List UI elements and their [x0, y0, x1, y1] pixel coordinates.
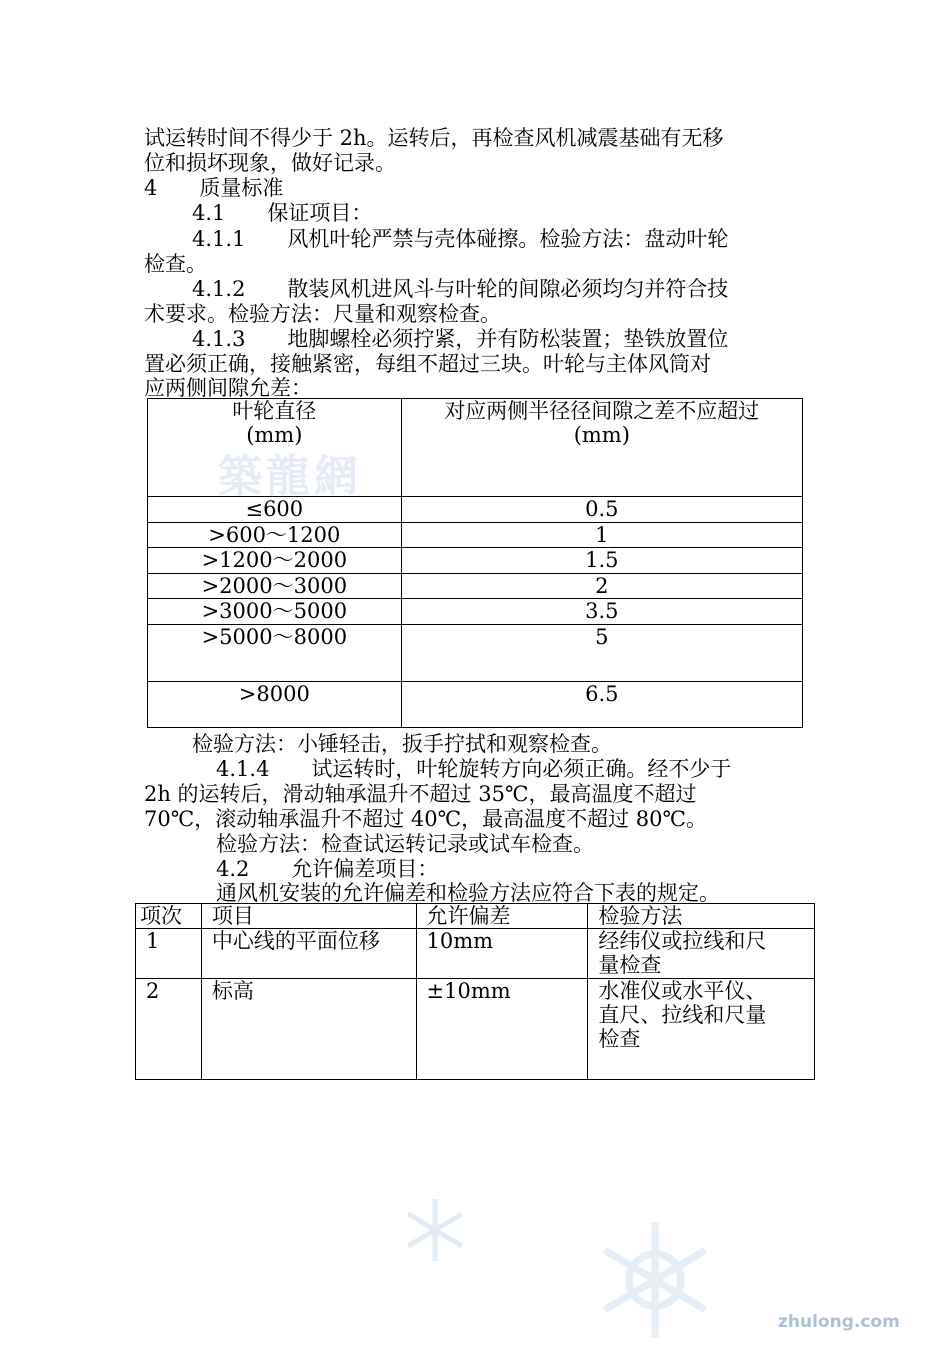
method-line: 检查 — [598, 1027, 641, 1051]
paragraph-line: 70℃，滚动轴承温升不超过 40℃，最高温度不超过 80℃。 — [144, 807, 707, 831]
tolerance-cell: 10mm — [416, 929, 588, 979]
method-line: 量检查 — [598, 953, 662, 977]
inspection-method: 检验方法：小锤轻击，扳手拧拭和观察检查。 — [192, 732, 612, 756]
clearance-cell: 1 — [401, 523, 802, 548]
row-number-cell: 2 — [136, 979, 202, 1080]
table-header-row — [136, 904, 815, 929]
clearance-cell: 5 — [401, 625, 802, 682]
item-cell: 中心线的平面位移 — [201, 929, 416, 979]
paragraph-line: 术要求。检验方法：尺量和观察检查。 — [144, 302, 501, 326]
table-header-cell — [401, 399, 802, 497]
paragraph-line: 检查。 — [144, 252, 207, 276]
table-row — [148, 523, 803, 548]
diameter-cell: >1200～2000 — [148, 548, 402, 574]
paragraph-line: 位和损坏现象，做好记录。 — [144, 151, 396, 175]
diameter-cell: >8000 — [148, 682, 402, 728]
clearance-cell: 1.5 — [401, 548, 802, 574]
table-row — [148, 548, 803, 574]
method-line: 直尺、拉线和尺量 — [598, 1003, 767, 1027]
table-row — [148, 625, 803, 682]
diameter-cell: ≤600 — [148, 497, 402, 523]
table-header-cell: 项次 — [136, 904, 202, 929]
watermark-snowflake-icon — [590, 1215, 720, 1345]
watermark-site-url: zhulong.com — [778, 1312, 900, 1332]
section-heading: 4 质量标准 — [144, 176, 284, 200]
item-cell: 标高 — [201, 979, 416, 1080]
method-line: 水准仪或水平仪、 — [598, 979, 767, 1003]
table-row — [136, 929, 815, 979]
paragraph-line: 4.1.4 试运转时，叶轮旋转方向必须正确。经不少于 — [216, 757, 732, 781]
subsection-heading: 4.2 允许偏差项目： — [216, 857, 439, 881]
row-number-cell: 1 — [136, 929, 202, 979]
table-header-row — [148, 399, 803, 497]
table-header-cell: 检验方法 — [588, 904, 815, 929]
header-line: 叶轮直径 — [232, 399, 317, 423]
method-cell — [588, 929, 815, 979]
paragraph-line: 2h 的运转后，滑动轴承温升不超过 35℃，最高温度不超过 — [144, 782, 697, 806]
paragraph-line: 4.1.1 风机叶轮严禁与壳体碰擦。检验方法：盘动叶轮 — [192, 227, 729, 251]
watermark-logo-text: 築龍網 — [218, 451, 362, 502]
table-row — [148, 599, 803, 625]
tolerance-cell: ±10mm — [416, 979, 588, 1080]
table-header-cell: 允许偏差 — [416, 904, 588, 929]
method-cell — [588, 979, 815, 1080]
clearance-cell: 2 — [401, 574, 802, 599]
header-unit: (mm) — [573, 423, 630, 447]
diameter-cell: >2000～3000 — [148, 574, 402, 599]
diameter-cell: >3000～5000 — [148, 599, 402, 625]
table-row — [148, 497, 803, 523]
paragraph-line: 通风机安装的允许偏差和检验方法应符合下表的规定。 — [216, 881, 720, 905]
paragraph-line: 应两侧间隙允差： — [144, 376, 312, 400]
clearance-cell: 3.5 — [401, 599, 802, 625]
diameter-cell: >600～1200 — [148, 523, 402, 548]
table-header-cell: 项目 — [201, 904, 416, 929]
inspection-method: 检验方法：检查试运转记录或试车检查。 — [216, 832, 594, 856]
table-header-cell — [148, 399, 402, 497]
table-row — [136, 979, 815, 1080]
clearance-cell: 6.5 — [401, 682, 802, 728]
paragraph-line: 4.1.3 地脚螺栓必须拧紧，并有防松装置；垫铁放置位 — [192, 327, 729, 351]
subsection-heading: 4.1 保证项目： — [192, 201, 373, 225]
clearance-cell: 0.5 — [401, 497, 802, 523]
method-line: 经纬仪或拉线和尺 — [598, 929, 767, 953]
allowable-deviation-table — [135, 903, 815, 1080]
diameter-cell: >5000～8000 — [148, 625, 402, 682]
paragraph-line: 试运转时间不得少于 2h。运转后，再检查风机减震基础有无移 — [144, 126, 724, 150]
header-line: 对应两侧半径径间隙之差不应超过 — [444, 399, 760, 423]
watermark-snowflake-icon — [400, 1195, 470, 1265]
table-row — [148, 574, 803, 599]
paragraph-line: 置必须正确，接触紧密，每组不超过三块。叶轮与主体风筒对 — [144, 352, 711, 376]
impeller-clearance-table — [147, 398, 803, 728]
header-unit: (mm) — [246, 423, 303, 447]
table-row — [148, 682, 803, 728]
paragraph-line: 4.1.2 散装风机进风斗与叶轮的间隙必须均匀并符合技 — [192, 277, 729, 301]
